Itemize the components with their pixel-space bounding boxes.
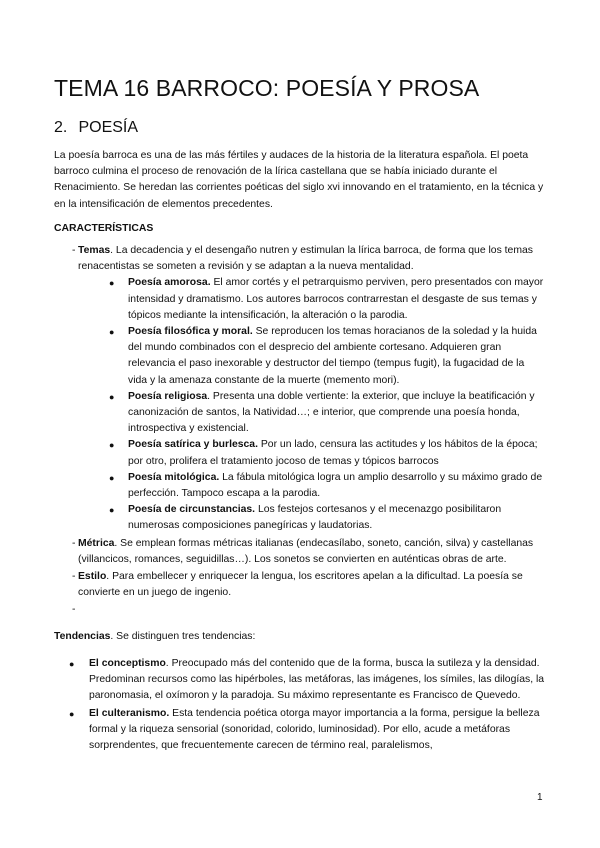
list-item: ● Poesía filosófica y moral. Se reproducen los temas horacianos de la soledad y la huida del mundo combinados con el desprecio del ambiente cortesano. Adquieren gran relevancia el paso inexorable y destructor del tiempo (tempus fugit), la fugacidad de la vida y la amenaza constante de la muerte (memento mori). (109, 326, 537, 386)
dash-marker: - (72, 537, 76, 549)
bullet-icon: ● (109, 440, 115, 451)
page-number: 1 (537, 792, 543, 803)
bullet-icon: ● (109, 505, 115, 516)
bullet-icon: ● (109, 472, 115, 483)
tendencies-heading: Tendencias. Se distinguen tres tendencias: (54, 631, 256, 642)
temas-sublist (78, 275, 546, 534)
list-item: ● Poesía religiosa. Presenta una doble vertiente: la exterior, que incluye la beatificación y canonización de santos, la Natividad…; e interior, que comprende una poesía honda, introspectiva y existencial. (109, 390, 535, 435)
bullet-icon: ● (109, 327, 115, 338)
characteristics-heading: CARACTERÍSTICAS (54, 223, 154, 234)
list-item: ● Poesía amorosa. El amor cortés y el petrarquismo perviven, pero presentados con mayor intensidad y dramatismo. Los autores barrocos contrarrestan el desgaste de sus temas y tópicos mediante la intensificación, la alteración o la parodia. (109, 277, 544, 321)
page-title: TEMA 16 BARROCO: POESÍA Y PROSA (54, 75, 480, 101)
list-item: ● Poesía satírica y burlesca. Por un lado, censura las actitudes y los hábitos de la época; por otro, prolifera el tratamiento jocoso de temas y tópicos barrocos (109, 439, 538, 467)
dash-marker: - (72, 245, 76, 256)
text-temas: . La decadencia y el desengaño nutren y estimulan la lírica barroca, de forma que los temas renacentistas se someten a revisión y se adaptan a la nueva mentalidad. (78, 245, 533, 273)
intro-paragraph: La poesía barroca es una de las más fértiles y audaces de la historia de la literatura española. El poeta barroco culmina el proceso de renovación de la lírica castellana que se había iniciado durante el Renacimiento. Se heredan las corrientes poéticas del siglo xvi innovando en el tratamiento, en la técnica y en la intensificación de elementos precedentes. (54, 150, 544, 210)
section-label: POESÍA (78, 119, 139, 136)
list-item: ● Poesía mitológica. La fábula mitológica logra un amplio desarrollo y su máximo grado de perfección. Tampoco escapa a la parodia. (109, 471, 543, 500)
list-item-estilo: - Estilo. Para embellecer y enriquecer la lengua, los escritores apelan a la dificultad. La poesía se convierte en un juego de ingenio. (72, 571, 523, 599)
tendencies-list (54, 656, 546, 755)
characteristics-list (54, 243, 546, 620)
bullet-icon: ● (69, 659, 75, 669)
list-item-temas (54, 243, 546, 535)
section-number: 2. (54, 119, 68, 136)
list-item-conceptismo: ● El conceptismo. Preocupado más del contenido que de la forma, busca la sutileza y la densidad. Predominan recursos como las hipérboles, las metáforas, las imágenes, los símiles, las dilogías, la paronomasia, el oxímoron y la paradoja. Su máximo representante es Francisco de Quevedo. (69, 658, 545, 702)
dash-marker: - (72, 604, 76, 616)
term-temas: Temas (78, 245, 111, 256)
bullet-icon: ● (69, 708, 75, 719)
dash-marker: - (72, 571, 76, 583)
bullet-icon: ● (109, 278, 115, 289)
bullet-icon: ● (109, 391, 115, 402)
section-heading-poesia (54, 117, 138, 139)
list-item: ● Poesía de circunstancias. Los festejos cortesanos y el mecenazgo posibilitaron numerosas composiciones panegíricas y laudatorias. (109, 504, 502, 532)
list-item-culteranismo: ● El culteranismo. Esta tendencia poética otorga mayor importancia a la forma, persigue la belleza formal y la riqueza sensorial (sonoridad, colorido, luminosidad). Por ello, acude a metáforas sorprendentes, que frecuentemente carecen de término real, paralelismos, (69, 707, 540, 752)
list-item-empty (54, 602, 546, 618)
list-item-metrica: - Métrica. Se emplean formas métricas italianas (endecasílabo, soneto, canción, silva) y castellanas (villancicos, romances, seguidillas…). Los sonetos se convierten en auténticas obras de arte. (72, 537, 534, 565)
